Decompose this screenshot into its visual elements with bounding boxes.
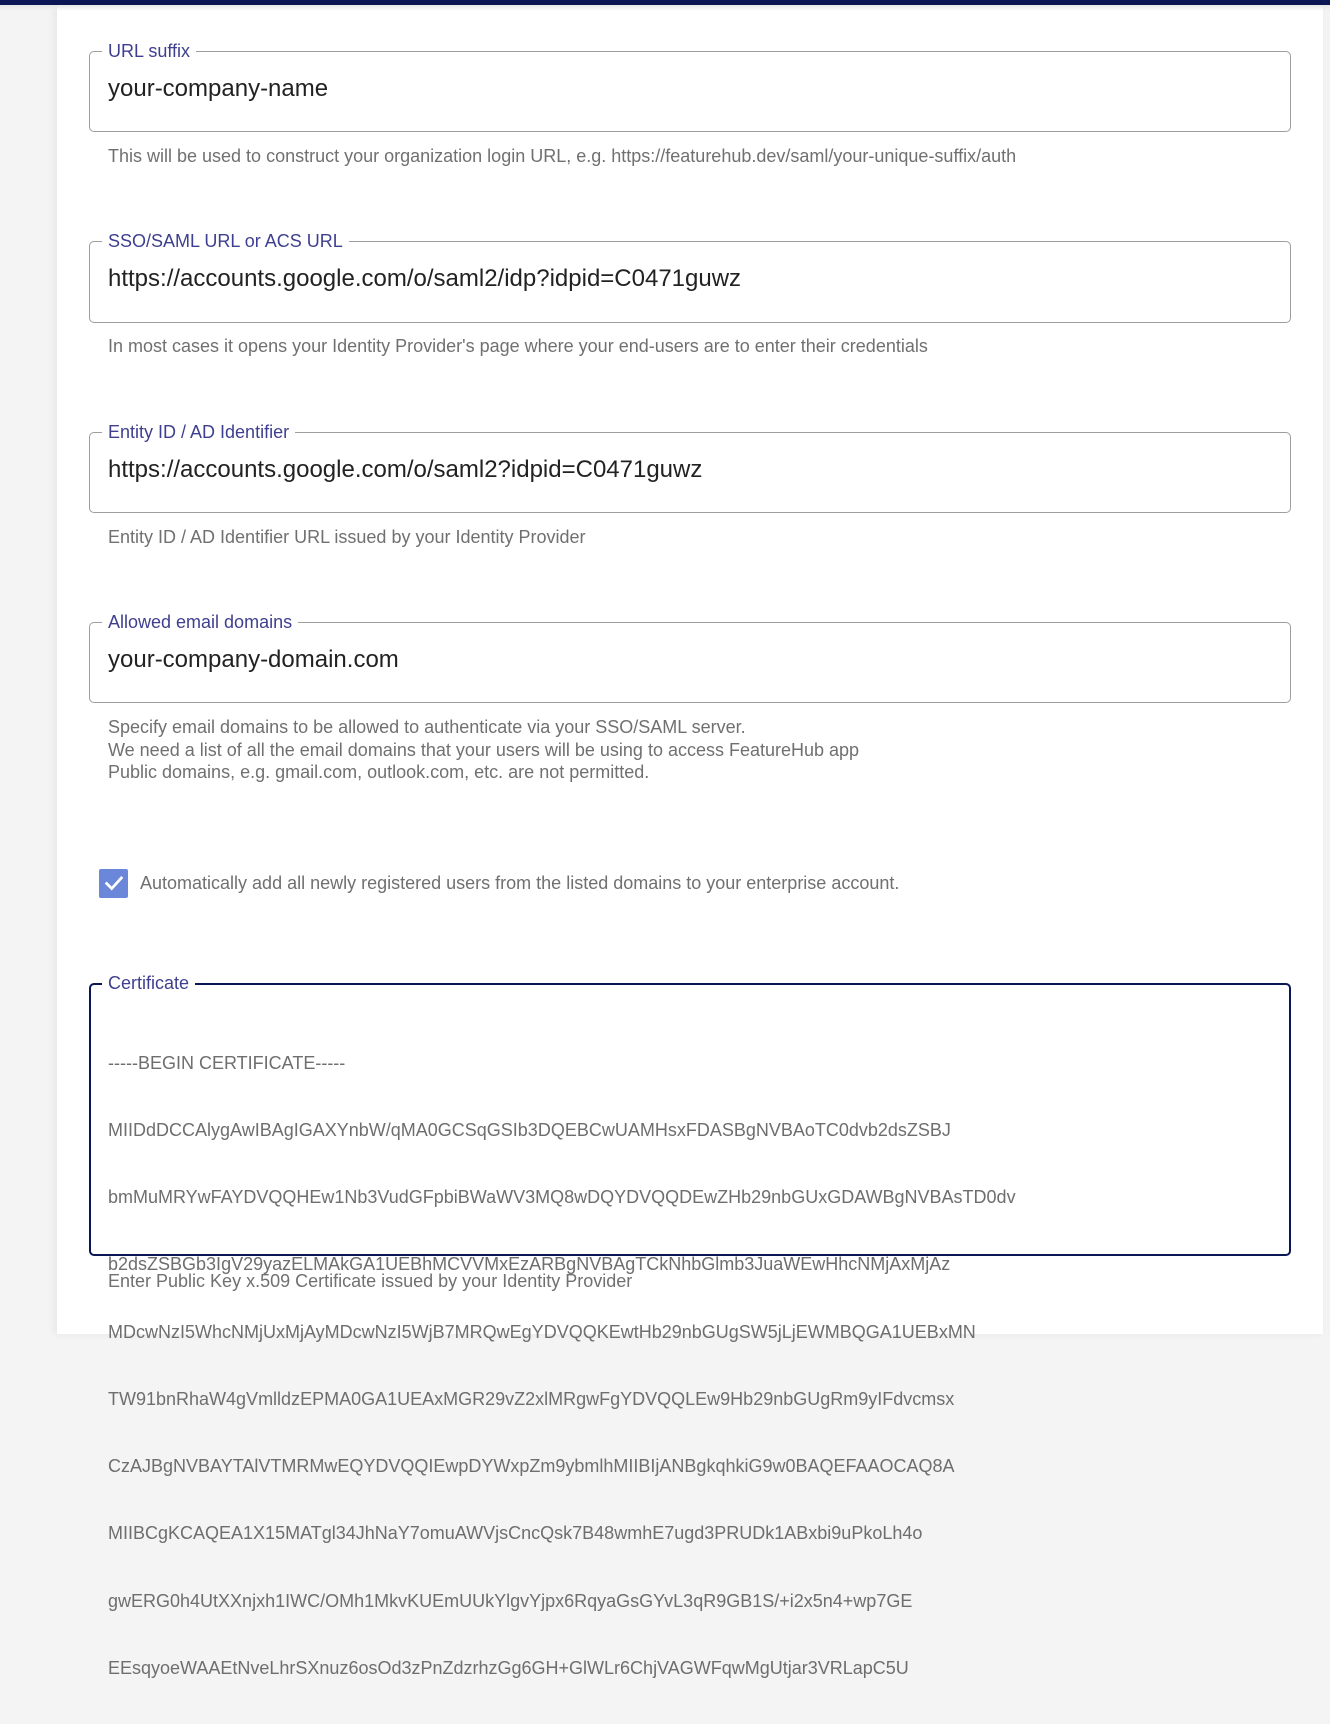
email-domains-helper <box>108 716 859 784</box>
certificate-line: gwERG0h4UtXXnjxh1IWC/OMh1MkvKUEmUUkYlgvYjpx6RqyaGsGYvL3qR9GB1S/+i2x5n4+wp7GE <box>108 1590 913 1611</box>
entity-id-input[interactable] <box>108 455 1272 485</box>
auto-add-users-option[interactable] <box>99 868 899 898</box>
sso-url-field[interactable] <box>89 231 1291 323</box>
sso-url-helper: In most cases it opens your Identity Provider's page where your end-users are to enter their credentials <box>108 336 928 356</box>
certificate-line: MIIDdDCCAlygAwIBAgIGAXYnbW/qMA0GCSqGSIb3DQEBCwUAMHsxFDASBgNVBAoTC0dvb2dsZSBJ <box>108 1120 951 1141</box>
sso-url-input[interactable] <box>108 264 1272 294</box>
email-domains-field[interactable] <box>89 612 1291 703</box>
entity-id-helper: Entity ID / AD Identifier URL issued by your Identity Provider <box>108 527 586 547</box>
certificate-line: MDcwNzI5WhcNMjUxMjAyMDcwNzI5WjB7MRQwEgYDVQQKEwtHb29nbGUgSW5jLjEWMBQGA1UEBxMN <box>108 1321 976 1342</box>
certificate-line: CzAJBgNVBAYTAlVTMRMwEQYDVQQIEwpDYWxpZm9ybmlhMIIBIjANBgkqhkiG9w0BAQEFAAOCAQ8A <box>108 1456 955 1477</box>
certificate-label: Certificate <box>102 973 195 993</box>
page-scrollbar-track[interactable] <box>1323 5 1330 1334</box>
sso-url-label: SSO/SAML URL or ACS URL <box>102 231 349 251</box>
certificate-line: bmMuMRYwFAYDVQQHEw1Nb3VudGFpbiBWaWV3MQ8wDQYDVQQDEwZHb29nbGUxGDAWBgNVBAsTD0dv <box>108 1187 1016 1208</box>
entity-id-field[interactable] <box>89 422 1291 513</box>
certificate-line: b2dsZSBGb3IgV29yazELMAkGA1UEBhMCVVMxEzARBgNVBAgTCkNhbGlmb3JuaWEwHhcNMjAxMjAz <box>108 1254 951 1275</box>
url-suffix-helper: This will be used to construct your organization login URL, e.g. https://featurehub.dev/saml/your-unique-suffix/auth <box>108 146 1017 166</box>
email-domains-helper-line: Public domains, e.g. gmail.com, outlook.com, etc. are not permitted. <box>108 762 650 782</box>
top-bar-shadow <box>0 5 1330 11</box>
certificate-line: MIIBCgKCAQEA1X15MATgl34JhNaY7omuAWVjsCncQsk7B48wmhE7ugd3PRUDk1ABxbi9uPkoLh4o <box>108 1523 923 1544</box>
certificate-line: EEsqyoeWAAEtNveLhrSXnuz6osOd3zPnZdzrhzGg6GH+GlWLr6ChjVAGWFqwMgUtjar3VRLapC5U <box>108 1657 909 1678</box>
email-domains-input[interactable] <box>108 645 1272 675</box>
certificate-line: -----BEGIN CERTIFICATE----- <box>108 1052 346 1073</box>
auto-add-users-checkbox[interactable] <box>99 869 128 898</box>
certificate-line: TW91bnRhaW4gVmlldzEPMA0GA1UEAxMGR29vZ2xlMRgwFgYDVQQLEw9Hb29nbGUgRm9yIFdvcmsx <box>108 1388 955 1409</box>
email-domains-label: Allowed email domains <box>102 612 298 632</box>
email-domains-helper-line: Specify email domains to be allowed to authenticate via your SSO/SAML server. <box>108 717 746 737</box>
email-domains-helper-line: We need a list of all the email domains that your users will be using to access FeatureHub app <box>108 739 860 760</box>
url-suffix-field[interactable] <box>89 41 1291 132</box>
auto-add-users-label: Automatically add all newly registered users from the listed domains to your enterprise account. <box>140 872 900 893</box>
certificate-textarea[interactable] <box>108 1007 1272 1724</box>
certificate-helper: Enter Public Key x.509 Certificate issued by your Identity Provider <box>108 1271 633 1291</box>
checkmark-icon <box>103 872 125 894</box>
entity-id-label: Entity ID / AD Identifier <box>102 422 295 442</box>
left-gutter <box>0 5 42 1334</box>
url-suffix-label: URL suffix <box>102 41 196 61</box>
url-suffix-input[interactable] <box>108 74 1272 104</box>
